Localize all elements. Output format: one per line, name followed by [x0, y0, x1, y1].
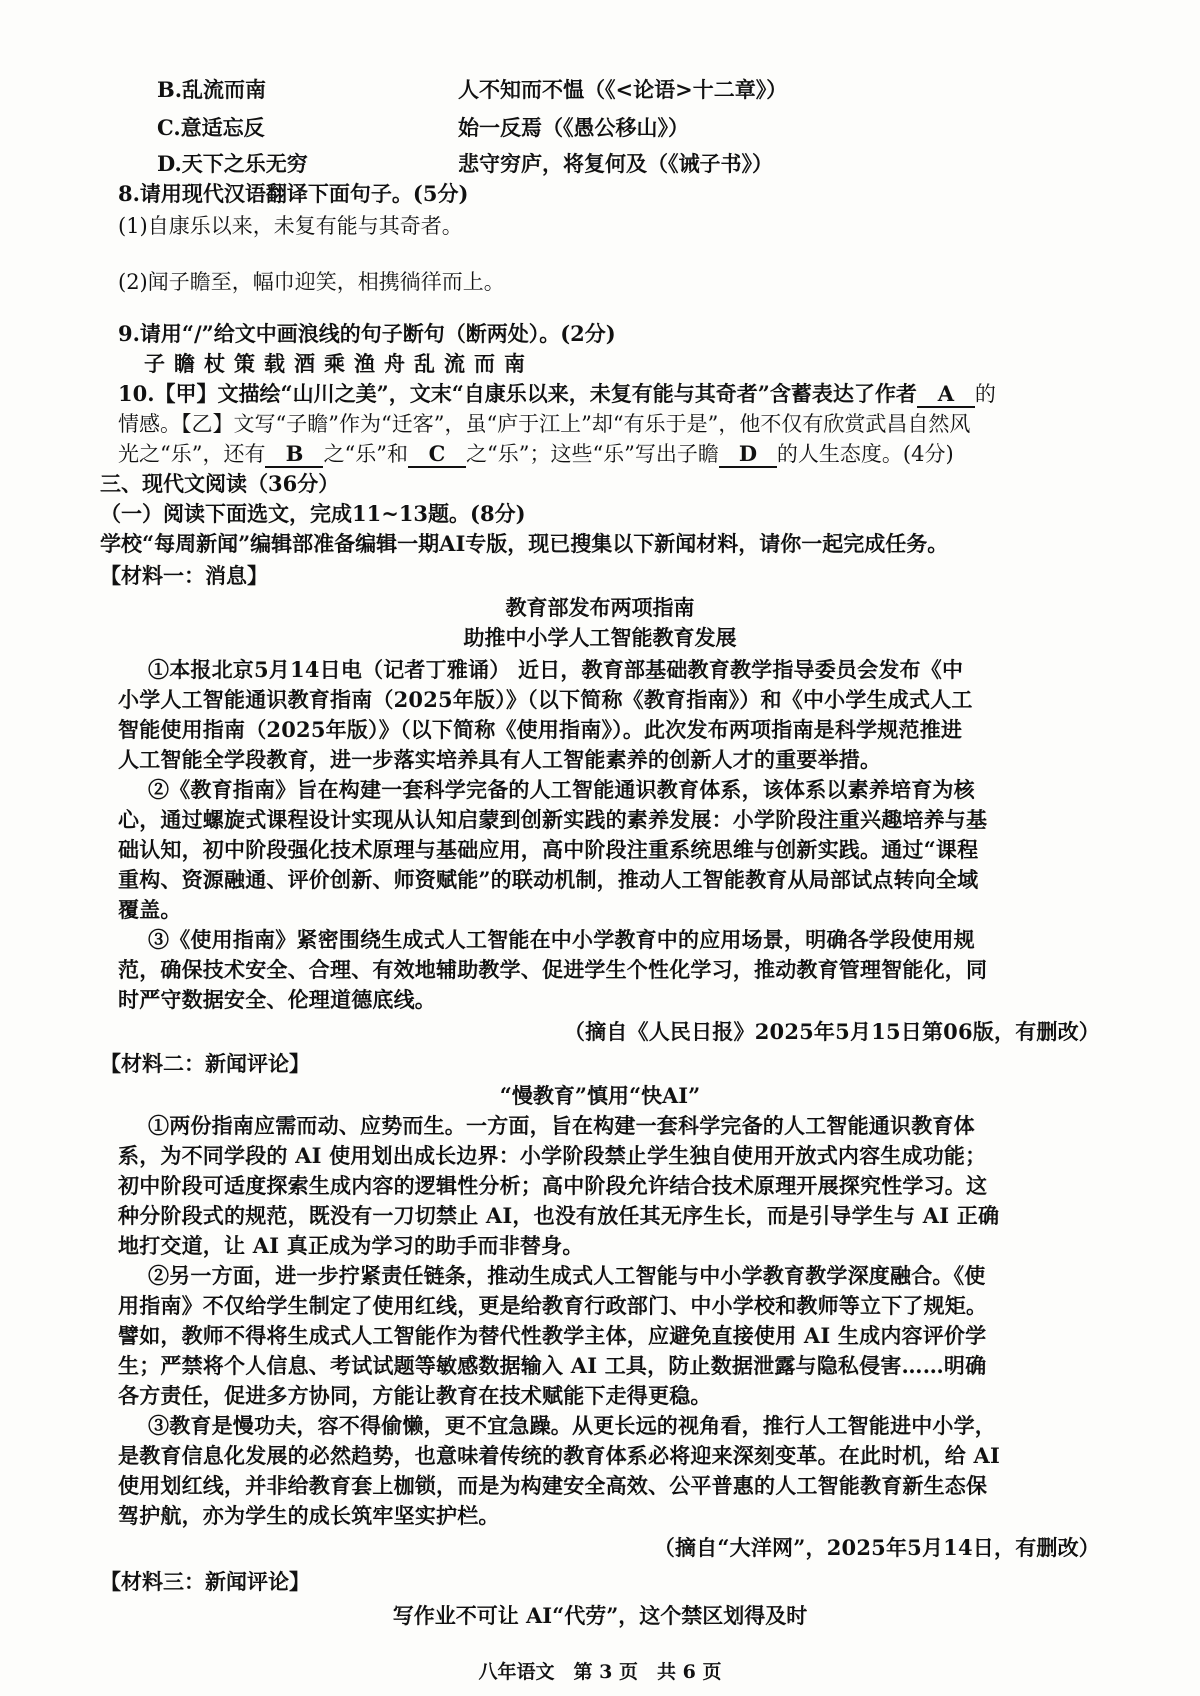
char: 南 [504, 351, 525, 376]
question-9-sentence [144, 350, 534, 378]
m1-line: ②《教育指南》旨在构建一套科学完备的人工智能通识教育体系，该体系以素养培育为核 [148, 777, 975, 802]
char: 舟 [384, 351, 405, 376]
m1-line: 重构、资源融通、评价创新、师资赋能”的联动机制，推动人工智能教育从局部试点转向全域 [118, 867, 979, 892]
question-10-line-3 [118, 440, 954, 468]
m2-line: ③教育是慢功夫，容不得偷懒，更不宜急躁。从更长远的视角看，推行人工智能进中小学， [148, 1413, 996, 1438]
material-3-title: 写作业不可让 AI“代劳”，这个禁区划得及时 [392, 1603, 808, 1628]
m2-line: 驾护航，亦为学生的成长筑牢坚实护栏。 [118, 1503, 500, 1528]
blank-b[interactable]: B [265, 442, 323, 468]
char: 乘 [324, 351, 345, 376]
question-8-sentence-1: (1)自康乐以来，未复有能与其奇者。 [118, 214, 463, 238]
m2-line: 地打交道，让 AI 真正成为学习的助手而非替身。 [118, 1233, 584, 1258]
material-3-label: 【材料三：新闻评论】 [100, 1569, 310, 1594]
char: 杖 [204, 351, 225, 376]
m1-line: 小学人工智能通识教育指南（2025年版）》（以下简称《教育指南》）和《中小学生成式人工 [118, 687, 973, 712]
option-c-left: C.意适忘反 [157, 115, 265, 140]
m1-line: 础认知，初中阶段强化技术原理与基础应用，高中阶段注重系统思维与创新实践。通过“课程 [118, 837, 979, 862]
q10-text: 10.【甲】文描绘“山川之美”，文末“自康乐以来，未复有能与其奇者”含蓄表达了作者 [118, 381, 917, 406]
material-2-label: 【材料二：新闻评论】 [100, 1051, 310, 1076]
page-footer: 八年语文 第 3 页 共 6 页 [478, 1661, 722, 1683]
section-3-title: 三、现代文阅读（36分） [100, 471, 340, 496]
char: 渔 [354, 351, 375, 376]
option-b-right: 人不知而不愠（《<论语>十二章》） [458, 77, 788, 102]
q10-text: 之“乐”和 [323, 442, 408, 466]
q10-text: 之“乐”；这些“乐”写出子瞻 [465, 442, 719, 466]
q10-text: 光之“乐”，还有 [118, 442, 266, 466]
m1-line: 心，通过螺旋式课程设计实现从认知启蒙到创新实践的素养发展：小学阶段注重兴趣培养与基 [118, 807, 988, 832]
m2-line: 是教育信息化发展的必然趋势，也意味着传统的教育体系必将迎来深刻变革。在此时机，给 AI [118, 1443, 1001, 1468]
option-c-right: 始一反焉（《愚公移山》） [458, 115, 689, 140]
m2-line: 初中阶段可适度探索生成内容的逻辑性分析；高中阶段允许结合技术原理开展探究性学习。这 [118, 1173, 988, 1198]
char: 流 [444, 351, 465, 376]
char: 策 [234, 351, 255, 376]
material-2-source: （摘自“大洋网”，2025年5月14日，有删改） [653, 1535, 1100, 1560]
option-d-left: D.天下之乐无穷 [157, 151, 308, 176]
question-10-line-2: 情感。【乙】文写“子瞻”作为“迁客”，虽“庐于江上”却“有乐于是”，他不仅有欣赏武昌自然风 [118, 412, 971, 436]
q10-text: 的人生态度。(4分) [776, 442, 954, 466]
char: 酒 [294, 351, 315, 376]
blank-c[interactable]: C [408, 442, 466, 468]
section-3-subtitle: （一）阅读下面选文，完成11~13题。(8分) [100, 501, 526, 526]
section-3-intro: 学校“每周新闻”编辑部准备编辑一期AI专版，现已搜集以下新闻材料，请你一起完成任务。 [100, 531, 949, 556]
option-d-right: 悲守穷庐，将复何及（《诫子书》） [458, 151, 773, 176]
material-2-title: “慢教育”慎用“快AI” [499, 1083, 701, 1108]
m1-line: 智能使用指南（2025年版）》（以下简称《使用指南》）。此次发布两项指南是科学规范推进 [118, 717, 963, 742]
char: 乱 [414, 351, 435, 376]
m2-line: 各方责任，促进多方协同，方能让教育在技术赋能下走得更稳。 [118, 1383, 712, 1408]
blank-a[interactable]: A [917, 382, 975, 408]
m1-line: 范，确保技术安全、合理、有效地辅助教学、促进学生个性化学习，推动教育管理智能化，同 [118, 957, 988, 982]
m1-line: 人工智能全学段教育，进一步落实培养具有人工智能素养的创新人才的重要举措。 [118, 747, 882, 772]
char: 而 [474, 351, 495, 376]
material-1-label: 【材料一：消息】 [100, 563, 268, 588]
material-1-source: （摘自《人民日报》2025年5月15日第06版，有删改） [563, 1019, 1100, 1044]
question-8-stem: 8.请用现代汉语翻译下面句子。(5分) [118, 181, 469, 206]
question-9-stem: 9.请用“/”给文中画浪线的句子断句（断两处）。(2分) [118, 321, 616, 346]
m2-line: 生；严禁将个人信息、考试试题等敏感数据输入 AI 工具，防止数据泄露与隐私侵害……明确 [118, 1353, 987, 1378]
m2-line: 种分阶段式的规范，既没有一刀切禁止 AI，也没有放任其无序生长，而是引导学生与 AI 正确 [118, 1203, 1000, 1228]
question-8-sentence-2: (2)闻子瞻至，幅巾迎笑，相携徜徉而上。 [118, 270, 505, 294]
material-1-title-1: 教育部发布两项指南 [505, 595, 695, 620]
m1-line: ③《使用指南》紧密围绕生成式人工智能在中小学教育中的应用场景，明确各学段使用规 [148, 927, 975, 952]
m2-line: ①两份指南应需而动、应势而生。一方面，旨在构建一套科学完备的人工智能通识教育体 [148, 1113, 975, 1138]
m2-line: 使用划红线，并非给教育套上枷锁，而是为构建安全高效、公平普惠的人工智能教育新生态保 [118, 1473, 988, 1498]
option-b-left: B.乱流而南 [157, 77, 267, 102]
char: 瞻 [174, 351, 195, 376]
char: 载 [264, 351, 285, 376]
blank-d[interactable]: D [719, 442, 777, 468]
m1-line: 时严守数据安全、伦理道德底线。 [118, 987, 436, 1012]
m2-line: ②另一方面，进一步拧紧责任链条，推动生成式人工智能与中小学教育教学深度融合。《使 [148, 1263, 986, 1288]
m2-line: 系，为不同学段的 AI 使用划出成长边界：小学阶段禁止学生独自使用开放式内容生成功能； [118, 1143, 987, 1168]
m2-line: 用指南》不仅给学生制定了使用红线，更是给教育行政部门、中小学校和教师等立下了规矩。 [118, 1293, 988, 1318]
m1-line: ①本报北京5月14日电（记者丁雅诵） 近日，教育部基础教育教学指导委员会发布《中 [148, 657, 964, 682]
material-1-title-2: 助推中小学人工智能教育发展 [463, 625, 737, 650]
m2-line: 譬如，教师不得将生成式人工智能作为替代性教学主体，应避免直接使用 AI 生成内容评价学 [118, 1323, 987, 1348]
char: 子 [144, 351, 165, 376]
question-10-line-1 [118, 380, 996, 408]
m1-line: 覆盖。 [118, 897, 182, 922]
q10-text: 的 [974, 382, 996, 406]
